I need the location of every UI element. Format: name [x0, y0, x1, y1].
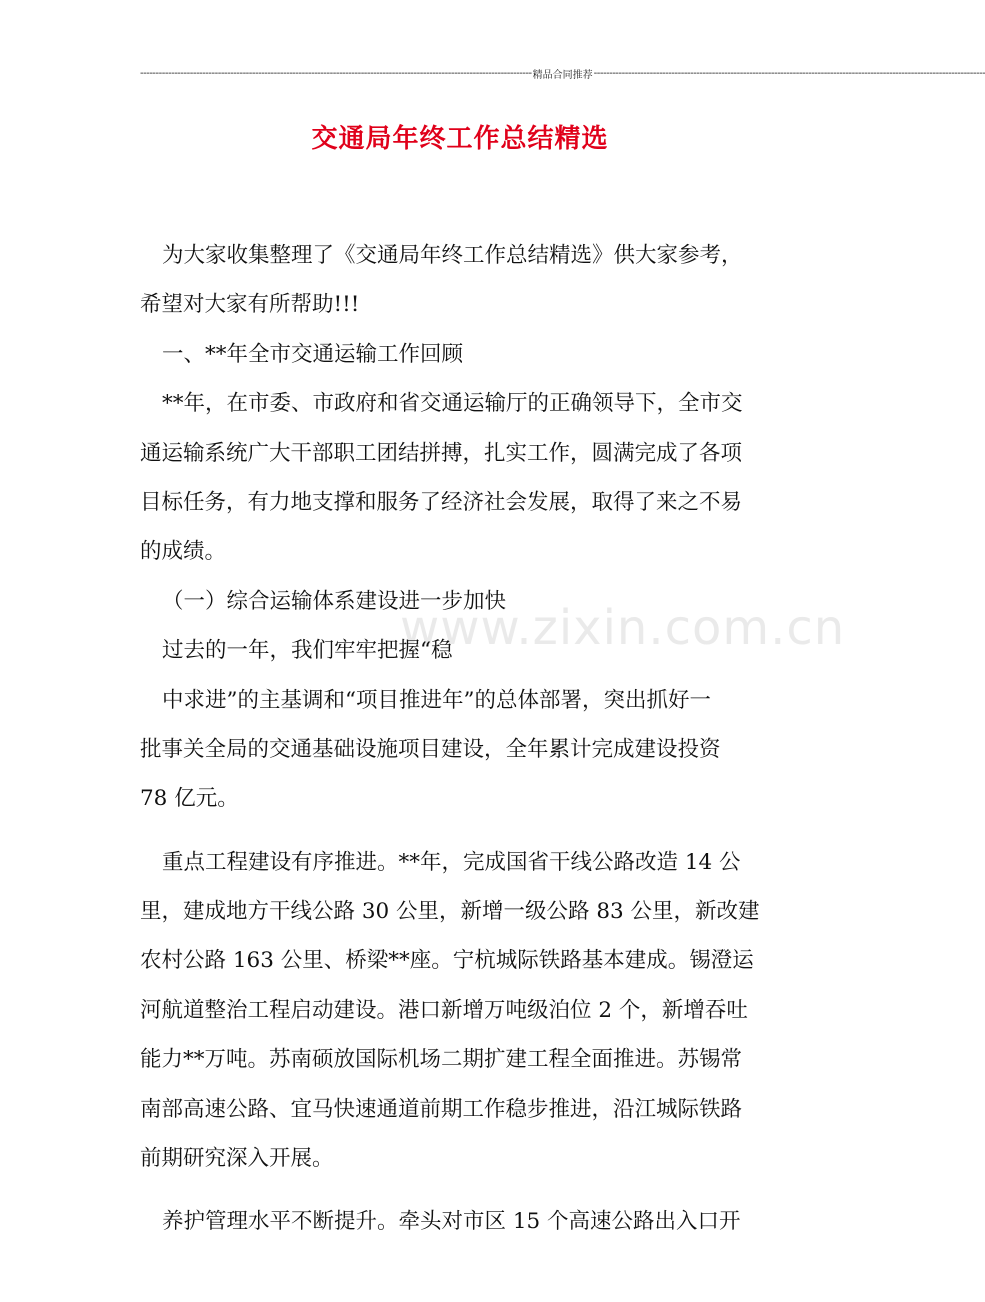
header-dashes-right: ------------------------------------------------------------------------------------------------------------------------------	[593, 68, 985, 79]
text-line: 过去的一年，我们牢牢把握“稳	[162, 638, 453, 664]
section-heading: 一、**年全市交通运输工作回顾	[162, 341, 464, 367]
paragraph-gap	[140, 1183, 780, 1197]
text-line: 78 亿元。	[140, 786, 239, 812]
text-line: 为大家收集整理了《交通局年终工作总结精选》供大家参考，	[162, 243, 743, 268]
text-line: 目标任务，有力地支撑和服务了经济社会发展，取得了来之不易	[140, 489, 743, 515]
text-line: 养护管理水平不断提升。牵头对市区 15 个高速公路出入口开	[162, 1209, 741, 1235]
document-title: 交通局年终工作总结精选	[311, 124, 609, 154]
text-line: **年，在市委、市政府和省交通运输厅的正确领导下，全市交	[162, 391, 743, 417]
text-line: 的成绩。	[140, 539, 227, 565]
paragraph-gap	[140, 824, 780, 838]
text-line: 里，建成地方干线公路 30 公里，新增一级公路 83 公里，新改建	[140, 899, 760, 925]
header-dashes-left: ------------------------------------------------------------------------------------------------------------------------------	[140, 68, 532, 79]
watermark-text: www.zixin.com.cn	[400, 600, 846, 656]
text-line: 能力**万吨。苏南硕放国际机场二期扩建工程全面推进。苏锡常	[140, 1047, 743, 1073]
text-line: 批事关全局的交通基础设施项目建设，全年累计完成建设投资	[140, 736, 721, 762]
text-line: 中求进”的主基调和“项目推进年”的总体部署，突出抓好一	[162, 687, 711, 713]
text-line: 南部高速公路、宜马快速通道前期工作稳步推进，沿江城际铁路	[140, 1096, 743, 1122]
text-line: 河航道整治工程启动建设。港口新增万吨级泊位 2 个，新增吞吐	[140, 997, 748, 1023]
header-label: 精品合同推荐	[532, 70, 593, 81]
text-line: 希望对大家有所帮助!!!	[140, 292, 360, 318]
document-body	[140, 231, 780, 1247]
text-line: 通运输系统广大干部职工团结拼搏，扎实工作，圆满完成了各项	[140, 440, 743, 466]
text-line: 前期研究深入开展。	[140, 1146, 334, 1172]
text-line: 重点工程建设有序推进。**年，完成国省干线公路改造 14 公	[162, 849, 741, 875]
page-header	[140, 66, 985, 81]
text-line: 农村公路 163 公里、桥梁**座。宁杭城际铁路基本建成。锡澄运	[140, 948, 754, 974]
subsection-heading: （一）综合运输体系建设进一步加快	[162, 588, 507, 614]
